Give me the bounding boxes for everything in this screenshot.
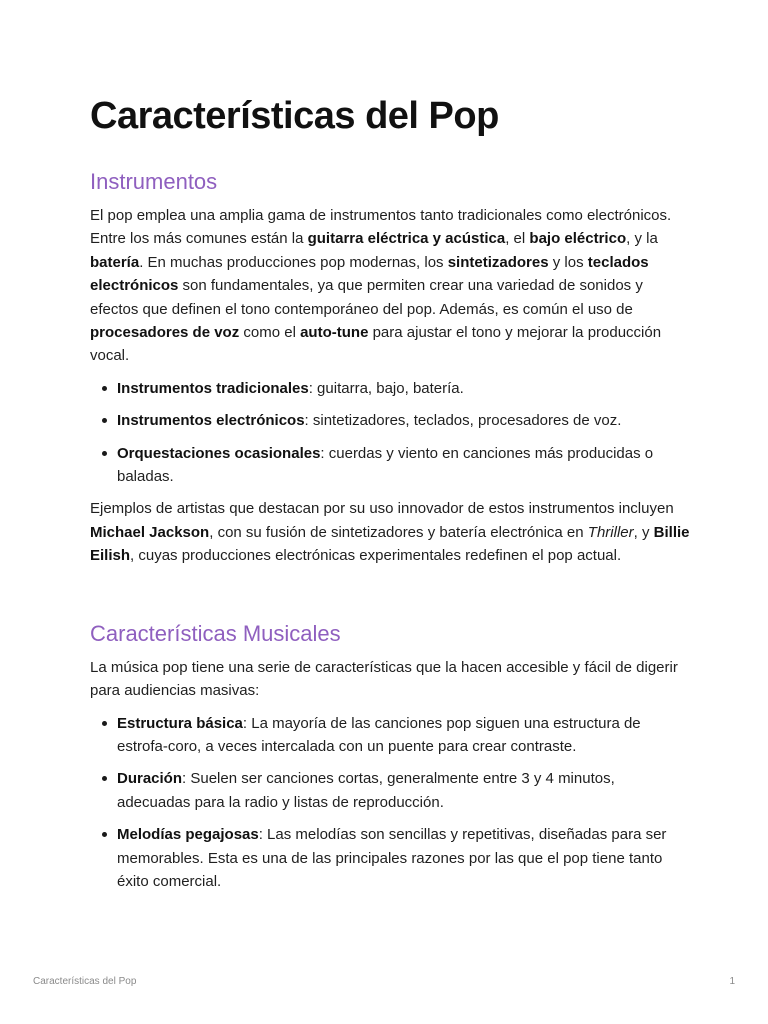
section-heading-caracteristicas-musicales: Características Musicales: [90, 620, 341, 646]
list-item: [117, 377, 690, 400]
bullet-text: : cuerdas y viento en canciones más producidas o baladas.: [117, 444, 654, 486]
bullet-text: : guitarra, bajo, batería.: [308, 379, 464, 397]
bold-term: Billie Eilish: [90, 523, 690, 565]
list-item: [117, 823, 690, 893]
album-title: Thriller: [587, 523, 634, 541]
bullet-text: : Las melodías son sencillas y repetitivas, diseñadas para ser memorables. Esta es una de las principales razones por las que el pop tiene tanto éxito comercial.: [117, 826, 667, 890]
list-item: [117, 409, 690, 432]
list-item: [117, 767, 690, 814]
text-run: como el: [239, 324, 301, 342]
musicales-bullet-list: [90, 712, 690, 894]
text-run: para ajustar el tono y mejorar la producción vocal.: [90, 324, 662, 365]
text-run: Ejemplos de artistas que destacan por su uso innovador de estos instrumentos incluyen: [90, 500, 674, 518]
text-run: , y: [633, 523, 654, 541]
bold-term: guitarra eléctrica y acústica: [307, 230, 506, 248]
text-run: El pop emplea una amplia gama de instrumentos tanto tradicionales como electrónicos. Entre los más comunes están la: [90, 207, 672, 248]
list-item: [117, 442, 690, 489]
musicales-intro-paragraph: La música pop tiene una serie de características que la hacen accesible y fácil de digerir para audiencias masivas:: [90, 658, 678, 700]
footer-document-title: Características del Pop: [33, 976, 137, 987]
bold-term: teclados electrónicos: [90, 253, 649, 295]
bullet-term: Instrumentos electrónicos: [117, 412, 305, 430]
bullet-term: Estructura básica: [117, 714, 243, 732]
bullet-term: Duración: [117, 770, 183, 788]
text-run: , cuyas producciones electrónicas experimentales redefinen el pop actual.: [130, 547, 622, 565]
text-run: y los: [548, 253, 588, 271]
bold-term: bajo eléctrico: [529, 230, 627, 248]
text-run: . En muchas producciones pop modernas, los: [139, 253, 448, 271]
text-run: , con su fusión de sintetizadores y batería electrónica en: [209, 523, 588, 541]
bold-term: procesadores de voz: [90, 324, 240, 342]
document-page: [90, 92, 690, 902]
text-run: , el: [505, 230, 530, 248]
text-run: , y la: [626, 230, 658, 248]
bullet-term: Instrumentos tradicionales: [117, 379, 309, 397]
bullet-text: : Suelen ser canciones cortas, generalmente entre 3 y 4 minutos, adecuadas para la radio y listas de reproducción.: [117, 770, 615, 811]
bold-term: Michael Jackson: [90, 523, 210, 541]
page-number: 1: [729, 976, 735, 987]
bullet-term: Melodías pegajosas: [117, 826, 259, 844]
bold-term: sintetizadores: [447, 253, 549, 271]
page-title: Características del Pop: [90, 95, 499, 137]
bold-term: batería: [90, 253, 140, 271]
instrumentos-artists-paragraph: [90, 497, 690, 567]
text-run: son fundamentales, ya que permiten crear una variedad de sonidos y efectos que definen el tono contemporáneo del pop. Además, es común el uso de: [90, 277, 643, 318]
bullet-text: : La mayoría de las canciones pop siguen una estructura de estrofa-coro, a veces intercalada con un puente para crear contraste.: [117, 714, 641, 755]
instrumentos-bullet-list: [90, 377, 690, 489]
page-footer: [33, 976, 735, 987]
bold-term: auto-tune: [300, 324, 369, 342]
bullet-term: Orquestaciones ocasionales: [117, 444, 321, 462]
instrumentos-intro-paragraph: [90, 204, 690, 368]
bullet-text: : sintetizadores, teclados, procesadores de voz.: [304, 412, 622, 430]
list-item: [117, 712, 690, 759]
section-heading-instrumentos: Instrumentos: [90, 169, 218, 194]
